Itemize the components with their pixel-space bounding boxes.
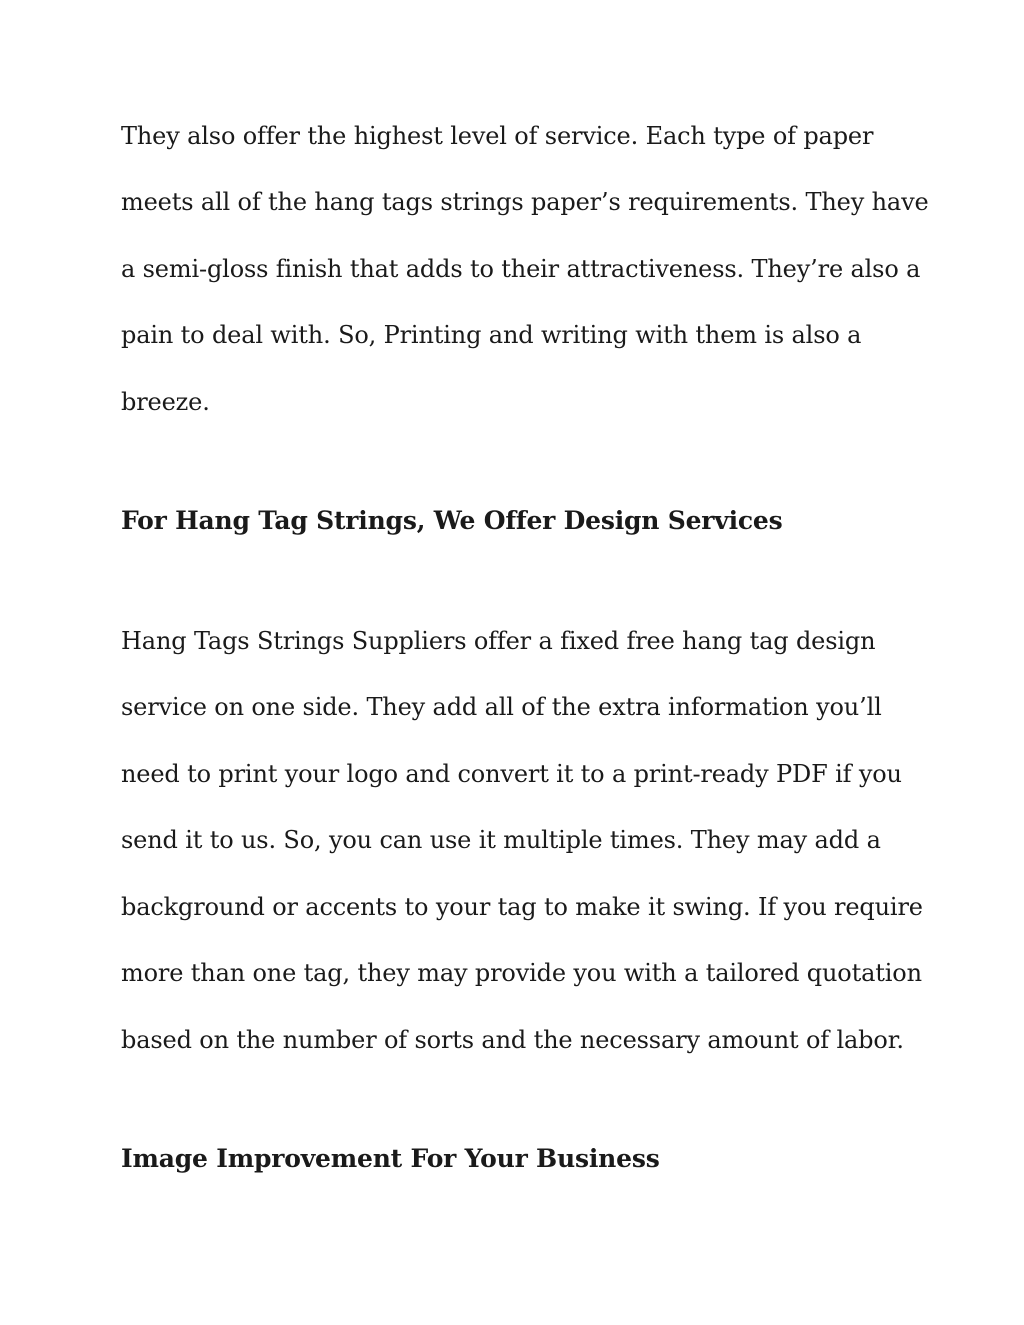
paragraph-2-line-4: send it to us. So, you can use it multiple times. They may add a [121,826,881,854]
section-heading-image-improvement: Image Improvement For Your Business [121,1144,660,1173]
paragraph-2-line-7: based on the number of sorts and the necessary amount of labor. [121,1026,904,1054]
paragraph-2-line-1: Hang Tags Strings Suppliers offer a fixed free hang tag design [121,627,876,655]
paragraph-1-line-5: breeze. [121,388,210,416]
paragraph-1-line-3: a semi-gloss finish that adds to their attractiveness. They’re also a [121,255,921,283]
paragraph-2-line-2: service on one side. They add all of the extra information you’ll [121,693,882,721]
paragraph-2-line-5: background or accents to your tag to make it swing. If you require [121,893,923,921]
paragraph-1-line-1: They also offer the highest level of service. Each type of paper [121,122,874,150]
paragraph-2-line-6: more than one tag, they may provide you with a tailored quotation [121,959,922,987]
section-heading-design-services: For Hang Tag Strings, We Offer Design Services [121,506,783,535]
paragraph-1-line-2: meets all of the hang tags strings paper’s requirements. They have [121,188,929,216]
paragraph-1-line-4: pain to deal with. So, Printing and writing with them is also a [121,321,862,349]
paragraph-2-line-3: need to print your logo and convert it to a print-ready PDF if you [121,760,902,788]
